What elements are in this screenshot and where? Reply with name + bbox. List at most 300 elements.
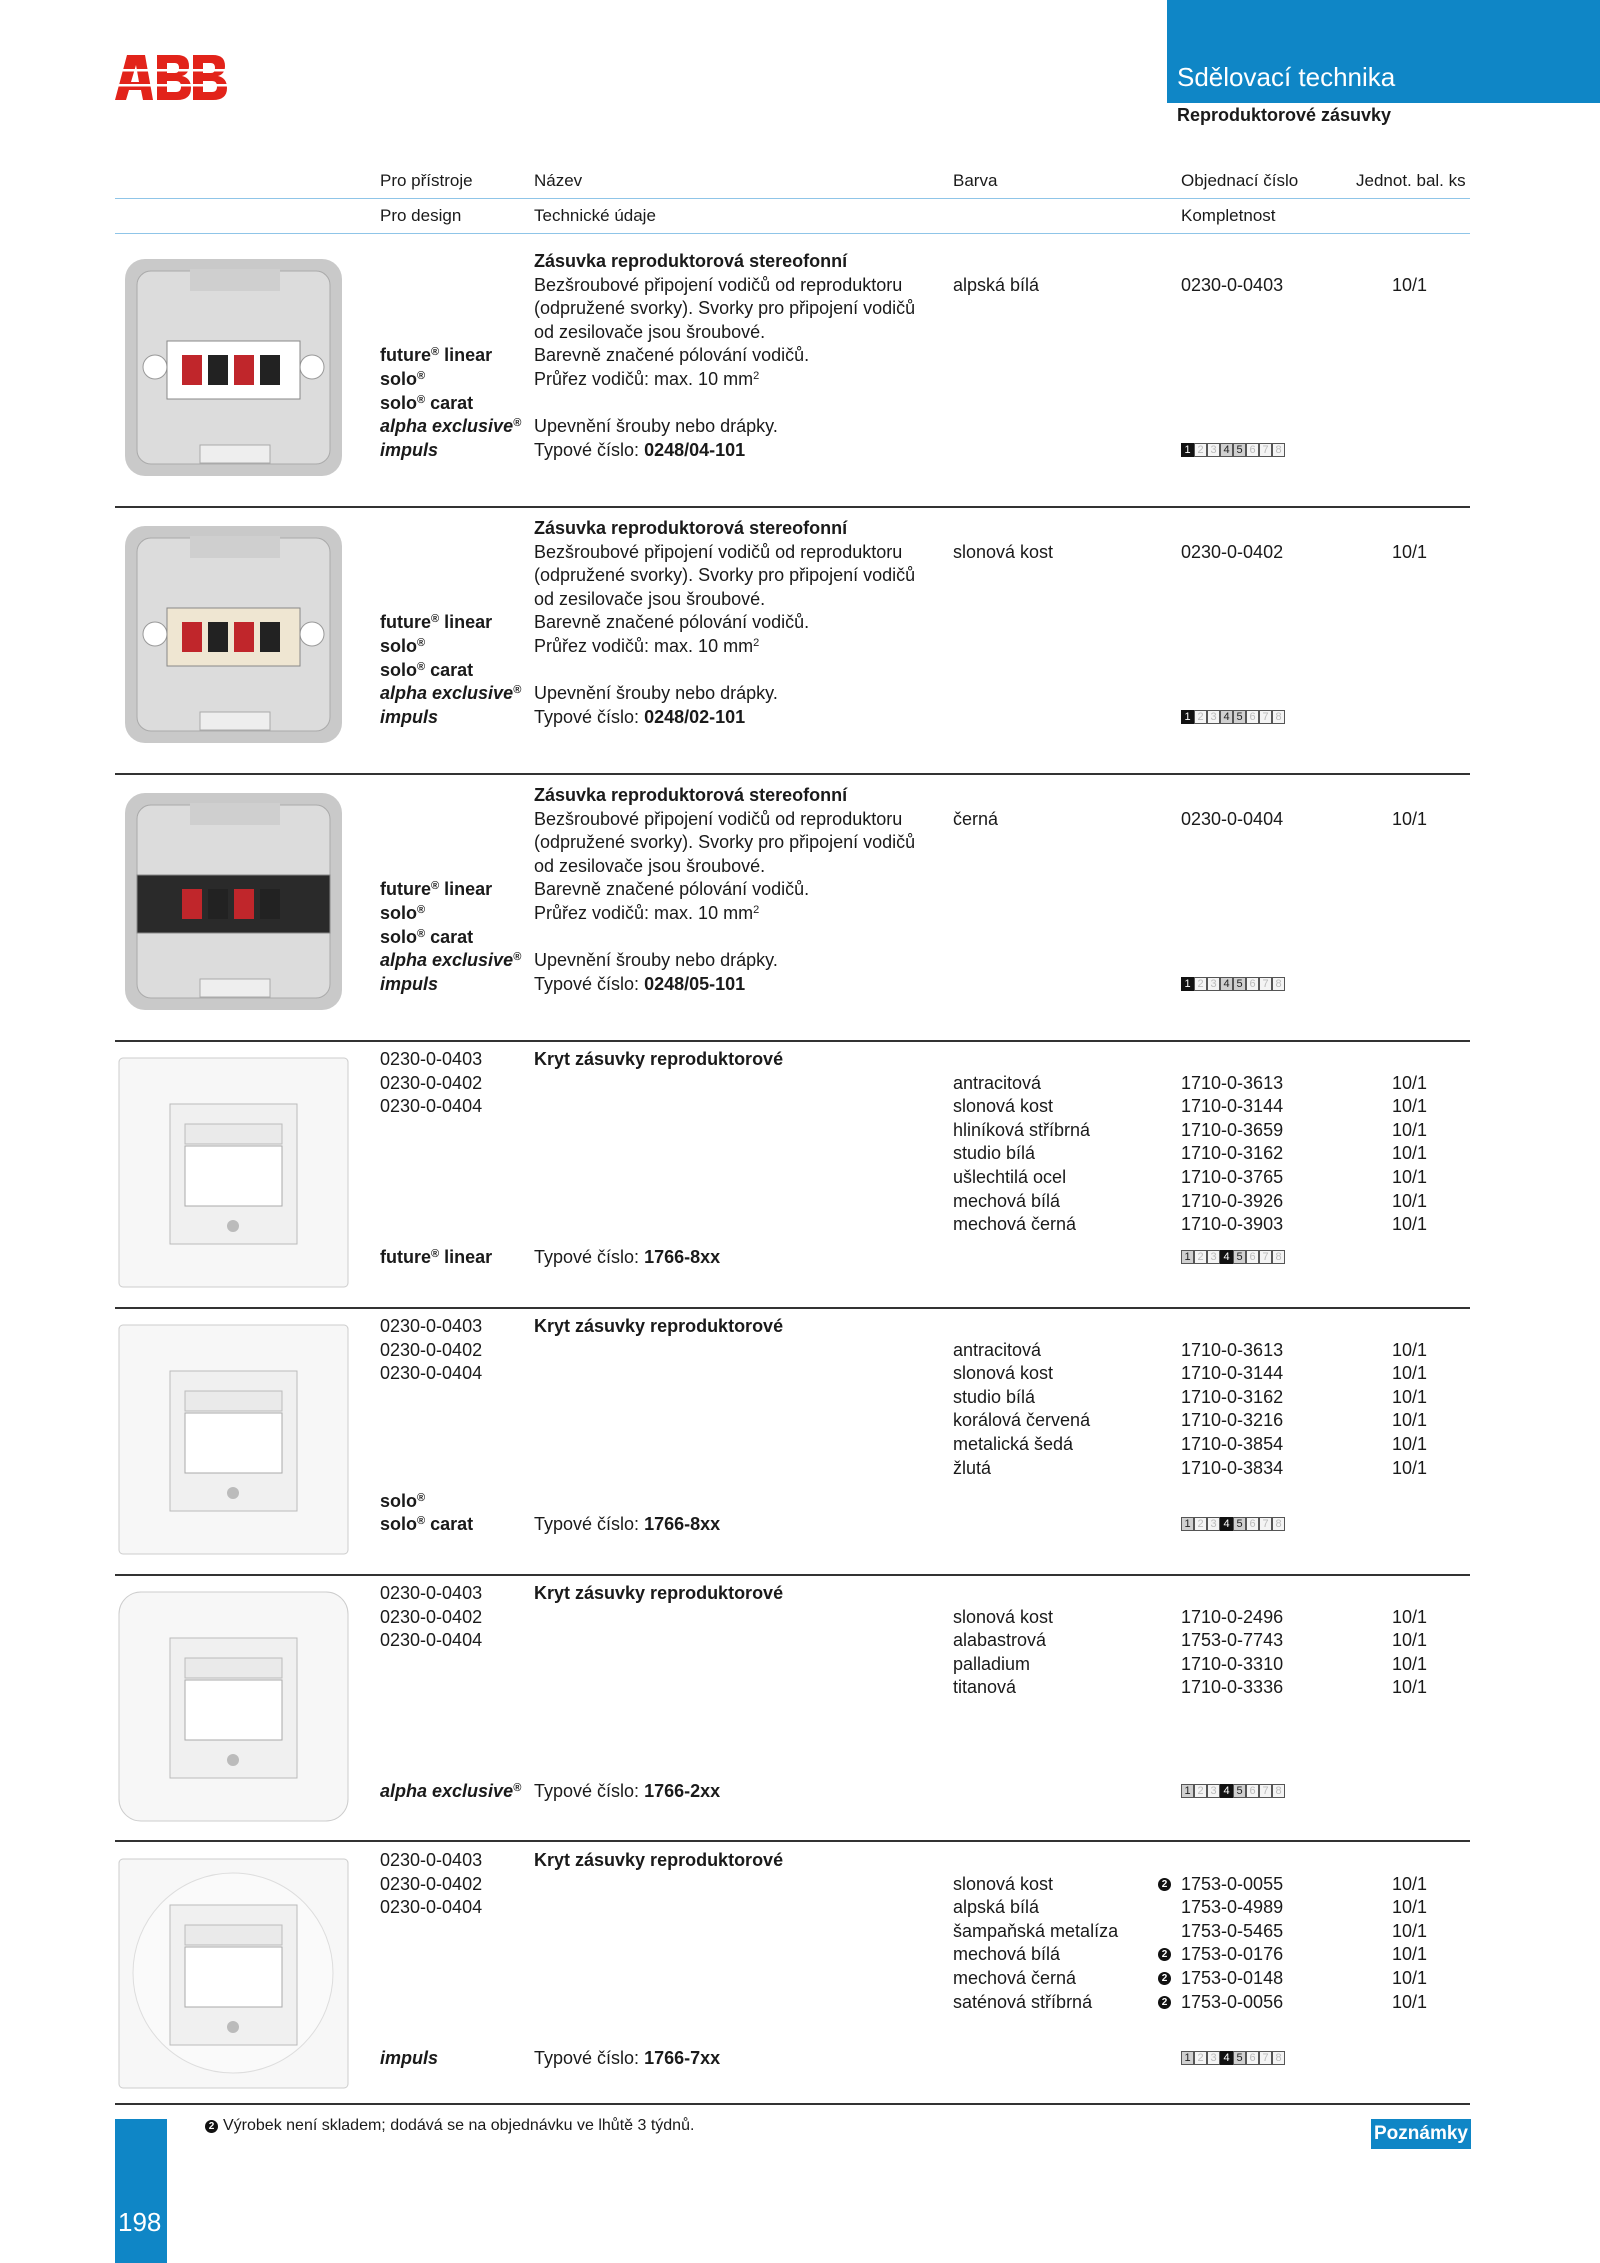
section-divider bbox=[115, 1840, 1470, 1842]
order-number: 0230-0-0404 bbox=[1181, 808, 1284, 829]
cover-color: slonová kost bbox=[953, 1363, 1054, 1384]
scale-step: 1 bbox=[1181, 2051, 1194, 2065]
cover-image bbox=[115, 1588, 352, 1825]
cover-pack-size: 10/1 bbox=[1392, 1630, 1428, 1651]
registered-mark: ® bbox=[417, 637, 426, 649]
scale-step: 7 bbox=[1259, 2051, 1272, 2065]
scale-step: 6 bbox=[1246, 1784, 1259, 1798]
type-number bbox=[534, 439, 745, 463]
col-head-tech: Technické údaje bbox=[534, 206, 656, 225]
design-suffix: carat bbox=[425, 926, 474, 947]
design-line bbox=[380, 949, 521, 973]
cover-color: mechová černá bbox=[953, 1214, 1077, 1235]
design-line bbox=[380, 415, 521, 439]
scale-step: 7 bbox=[1259, 1784, 1272, 1798]
cover-order-number: 1710-0-3162 bbox=[1181, 1143, 1284, 1164]
cover-color: slonová kost bbox=[953, 1096, 1054, 1117]
design-line bbox=[380, 682, 521, 706]
cross-section-text: Průřez vodičů: max. 10 mm bbox=[534, 903, 754, 923]
notes-label: Poznámky bbox=[1371, 2119, 1471, 2149]
cover-color: hliníková stříbrná bbox=[953, 1119, 1091, 1140]
design-line bbox=[380, 878, 492, 902]
pack-size: 10/1 bbox=[1392, 274, 1428, 295]
socket-insert-image bbox=[115, 249, 352, 486]
col-head-design: Pro design bbox=[380, 206, 462, 225]
product-desc-line: Barevně značené pólování vodičů. bbox=[534, 612, 810, 633]
type-number bbox=[534, 706, 745, 730]
completeness-scale bbox=[1181, 443, 1285, 457]
product-desc-line: (odpružené svorky). Svorky pro připojení vodičů bbox=[534, 832, 916, 853]
design-name: future bbox=[380, 1247, 431, 1268]
design-line bbox=[380, 902, 425, 926]
cover-order-number: 1710-0-3765 bbox=[1181, 1167, 1284, 1187]
color: alpská bílá bbox=[953, 274, 1040, 295]
scale-step: 4 bbox=[1220, 977, 1233, 991]
completeness-scale bbox=[1181, 710, 1285, 724]
compatible-order: 0230-0-0403 bbox=[380, 1583, 483, 1603]
cover-pack-size: 10/1 bbox=[1392, 1339, 1428, 1360]
registered-mark: ® bbox=[417, 927, 426, 940]
type-label: Typové číslo: bbox=[534, 2048, 645, 2069]
scale-step: 7 bbox=[1259, 443, 1272, 457]
scale-step: 6 bbox=[1246, 977, 1259, 991]
compatible-order: 0230-0-0402 bbox=[380, 1339, 483, 1360]
cross-section-text: Průřez vodičů: max. 10 mm bbox=[534, 636, 754, 656]
completeness-scale bbox=[1181, 1784, 1285, 1798]
not-stocked-icon: 2 bbox=[1158, 1972, 1171, 1985]
type-value: 1766-8xx bbox=[644, 1247, 721, 1268]
cover-pack-size: 10/1 bbox=[1392, 1143, 1428, 1164]
design-line bbox=[380, 635, 425, 659]
scale-step: 7 bbox=[1259, 1250, 1272, 1264]
type-label: Typové číslo: bbox=[534, 706, 645, 727]
scale-step: 8 bbox=[1272, 443, 1285, 457]
cover-color: palladium bbox=[953, 1653, 1031, 1674]
completeness-scale bbox=[1181, 1250, 1285, 1264]
cover-pack-size: 10/1 bbox=[1392, 1457, 1428, 1478]
cover-pack-size: 10/1 bbox=[1392, 1991, 1428, 2012]
scale-step: 7 bbox=[1259, 710, 1272, 724]
scale-step: 2 bbox=[1194, 710, 1207, 724]
registered-mark: ® bbox=[417, 904, 426, 916]
scale-step: 1 bbox=[1181, 1517, 1194, 1531]
section-divider bbox=[115, 1574, 1470, 1576]
type-label: Typové číslo: bbox=[534, 1781, 645, 1802]
scale-step: 5 bbox=[1233, 443, 1246, 457]
registered-mark: ® bbox=[431, 1248, 440, 1261]
design-line bbox=[380, 1490, 425, 1514]
type-number bbox=[534, 2047, 720, 2071]
scale-step: 7 bbox=[1259, 977, 1272, 991]
design-name: alpha exclusive bbox=[380, 683, 514, 704]
cover-pack-size: 10/1 bbox=[1392, 1920, 1428, 1941]
design-suffix: carat bbox=[425, 1514, 474, 1535]
cover-title: Kryt zásuvky reproduktorové bbox=[534, 1850, 784, 1870]
cover-pack-size: 10/1 bbox=[1392, 1897, 1428, 1918]
col-head-order: Objednací číslo bbox=[1181, 171, 1299, 190]
registered-mark: ® bbox=[417, 1515, 426, 1528]
scale-step: 5 bbox=[1233, 1517, 1246, 1531]
cover-pack-size: 10/1 bbox=[1392, 1873, 1428, 1894]
cover-pack-size: 10/1 bbox=[1392, 1386, 1428, 1407]
compatible-order: 0230-0-0404 bbox=[380, 1096, 483, 1117]
cover-image bbox=[115, 1321, 352, 1558]
scale-step: 4 bbox=[1220, 2051, 1233, 2065]
scale-step: 3 bbox=[1207, 710, 1220, 724]
product-desc-line: Barevně značené pólování vodičů. bbox=[534, 345, 810, 366]
cover-order-number: 1710-0-3903 bbox=[1181, 1214, 1284, 1235]
product-desc-line: od zesilovače jsou šroubové. bbox=[534, 321, 766, 342]
cross-section-text: Průřez vodičů: max. 10 mm bbox=[534, 369, 754, 389]
mounting: Upevnění šrouby nebo drápky. bbox=[534, 950, 778, 971]
scale-step: 5 bbox=[1233, 2051, 1246, 2065]
cover-order-number: 1753-0-5465 bbox=[1181, 1920, 1284, 1941]
scale-step: 2 bbox=[1194, 1784, 1207, 1798]
design-line bbox=[380, 1780, 521, 1804]
type-number bbox=[534, 1780, 720, 1804]
col-head-device: Pro přístroje bbox=[380, 171, 473, 190]
registered-mark: ® bbox=[417, 393, 426, 406]
design-suffix: linear bbox=[439, 1247, 493, 1268]
cover-order-number: 1710-0-2496 bbox=[1181, 1606, 1284, 1627]
col-head-completeness: Kompletnost bbox=[1181, 206, 1276, 225]
cover-image bbox=[115, 1054, 352, 1291]
design-name: solo bbox=[380, 659, 418, 680]
scale-step: 1 bbox=[1181, 710, 1194, 724]
scale-step: 8 bbox=[1272, 1517, 1285, 1531]
design-name: solo bbox=[380, 369, 418, 389]
scale-step: 3 bbox=[1207, 2051, 1220, 2065]
design-line bbox=[380, 926, 473, 950]
scale-step: 1 bbox=[1181, 977, 1194, 991]
section-divider bbox=[115, 773, 1470, 775]
cover-pack-size: 10/1 bbox=[1392, 1190, 1428, 1211]
scale-step: 7 bbox=[1259, 1517, 1272, 1531]
cover-pack-size: 10/1 bbox=[1392, 1410, 1428, 1431]
cover-color: metalická šedá bbox=[953, 1434, 1074, 1454]
cover-color: antracitová bbox=[953, 1339, 1042, 1360]
cover-pack-size: 10/1 bbox=[1392, 1167, 1428, 1187]
cover-order-number: 1753-0-0056 bbox=[1181, 1991, 1284, 2012]
section-divider bbox=[115, 1307, 1470, 1309]
registered-mark: ® bbox=[431, 880, 440, 893]
product-title: Zásuvka reproduktorová stereofonní bbox=[534, 251, 848, 271]
scale-step: 5 bbox=[1233, 1250, 1246, 1264]
design-name: impuls bbox=[380, 706, 439, 727]
design-line bbox=[380, 2047, 438, 2071]
cover-pack-size: 10/1 bbox=[1392, 1944, 1428, 1965]
cover-order-number: 1710-0-3659 bbox=[1181, 1119, 1284, 1140]
type-value: 1766-8xx bbox=[644, 1514, 721, 1535]
scale-step: 4 bbox=[1220, 710, 1233, 724]
cover-order-number: 1710-0-3613 bbox=[1181, 1072, 1284, 1093]
type-label: Typové číslo: bbox=[534, 1514, 645, 1535]
scale-step: 6 bbox=[1246, 2051, 1259, 2065]
compatible-order: 0230-0-0402 bbox=[380, 1072, 483, 1093]
design-name: future bbox=[380, 345, 431, 366]
type-value: 0248/02-101 bbox=[644, 706, 746, 727]
design-name: impuls bbox=[380, 439, 439, 460]
cover-color: antracitová bbox=[953, 1072, 1042, 1093]
design-suffix: linear bbox=[439, 879, 493, 900]
not-stocked-icon: 2 bbox=[205, 2120, 218, 2133]
product-desc-line: (odpružené svorky). Svorky pro připojení vodičů bbox=[534, 565, 916, 586]
order-number: 0230-0-0403 bbox=[1181, 274, 1284, 295]
design-name: impuls bbox=[380, 973, 439, 994]
completeness-scale bbox=[1181, 977, 1285, 991]
completeness-scale bbox=[1181, 1517, 1285, 1531]
section-divider bbox=[115, 2103, 1470, 2105]
scale-step: 6 bbox=[1246, 1517, 1259, 1531]
design-name: solo bbox=[380, 926, 418, 947]
design-name: future bbox=[380, 879, 431, 900]
compatible-order: 0230-0-0404 bbox=[380, 1897, 483, 1918]
cover-pack-size: 10/1 bbox=[1392, 1363, 1428, 1384]
abb-logo bbox=[115, 55, 227, 100]
scale-step: 8 bbox=[1272, 710, 1285, 724]
type-label: Typové číslo: bbox=[534, 973, 645, 994]
cover-order-number: 1753-0-0148 bbox=[1181, 1968, 1284, 1988]
cover-order-number: 1710-0-3834 bbox=[1181, 1457, 1284, 1478]
cover-order-number: 1710-0-3613 bbox=[1181, 1339, 1284, 1360]
cover-pack-size: 10/1 bbox=[1392, 1606, 1428, 1627]
scale-step: 3 bbox=[1207, 1517, 1220, 1531]
scale-step: 6 bbox=[1246, 1250, 1259, 1264]
type-value: 1766-7xx bbox=[644, 2048, 721, 2069]
scale-step: 1 bbox=[1181, 443, 1194, 457]
cover-color: mechová bílá bbox=[953, 1190, 1061, 1211]
not-stocked-icon: 2 bbox=[1158, 1878, 1171, 1891]
cover-order-number: 1710-0-3144 bbox=[1181, 1363, 1284, 1384]
scale-step: 4 bbox=[1220, 443, 1233, 457]
scale-step: 2 bbox=[1194, 2051, 1207, 2065]
registered-mark: ® bbox=[417, 660, 426, 673]
pack-size: 10/1 bbox=[1392, 541, 1428, 562]
product-title: Zásuvka reproduktorová stereofonní bbox=[534, 785, 848, 805]
scale-step: 3 bbox=[1207, 1250, 1220, 1264]
design-name: solo bbox=[380, 392, 418, 413]
socket-insert-image bbox=[115, 783, 352, 1020]
scale-step: 6 bbox=[1246, 710, 1259, 724]
registered-mark: ® bbox=[513, 951, 522, 964]
cover-pack-size: 10/1 bbox=[1392, 1119, 1428, 1140]
header-divider bbox=[115, 198, 1470, 199]
design-line bbox=[380, 344, 492, 368]
completeness-scale bbox=[1181, 2051, 1285, 2065]
design-suffix: carat bbox=[425, 659, 474, 680]
scale-step: 1 bbox=[1181, 1784, 1194, 1798]
scale-step: 3 bbox=[1207, 977, 1220, 991]
cover-color: titanová bbox=[953, 1677, 1017, 1698]
cover-color: studio bílá bbox=[953, 1143, 1036, 1164]
cover-color: alpská bílá bbox=[953, 1897, 1040, 1918]
cover-order-number: 1753-0-0176 bbox=[1181, 1944, 1284, 1965]
cross-section bbox=[534, 368, 759, 392]
design-name: impuls bbox=[380, 2048, 439, 2069]
scale-step: 2 bbox=[1194, 1517, 1207, 1531]
cover-color: šampaňská metalíza bbox=[953, 1920, 1119, 1941]
product-desc-line: (odpružené svorky). Svorky pro připojení vodičů bbox=[534, 298, 916, 319]
design-line bbox=[380, 973, 438, 997]
compatible-order: 0230-0-0402 bbox=[380, 1606, 483, 1627]
scale-step: 2 bbox=[1194, 1250, 1207, 1264]
compatible-order: 0230-0-0403 bbox=[380, 1850, 483, 1870]
scale-step: 8 bbox=[1272, 1250, 1285, 1264]
cross-section bbox=[534, 635, 759, 659]
col-head-pack: Jednot. bal. ks bbox=[1356, 171, 1466, 190]
pack-size: 10/1 bbox=[1392, 808, 1428, 829]
design-suffix: linear bbox=[439, 345, 493, 366]
section-divider bbox=[115, 506, 1470, 508]
scale-step: 8 bbox=[1272, 2051, 1285, 2065]
header-title: Sdělovací technika bbox=[1177, 62, 1396, 92]
design-name: solo bbox=[380, 903, 418, 923]
design-suffix: carat bbox=[425, 392, 474, 413]
cover-title: Kryt zásuvky reproduktorové bbox=[534, 1049, 784, 1069]
cover-pack-size: 10/1 bbox=[1392, 1214, 1428, 1235]
cover-color: mechová černá bbox=[953, 1968, 1077, 1988]
design-name: alpha exclusive bbox=[380, 416, 514, 437]
design-line bbox=[380, 659, 473, 683]
design-name: solo bbox=[380, 1514, 418, 1535]
not-stocked-icon: 2 bbox=[1158, 1996, 1171, 2009]
order-number: 0230-0-0402 bbox=[1181, 541, 1284, 562]
scale-step: 6 bbox=[1246, 443, 1259, 457]
cover-order-number: 1753-0-0055 bbox=[1181, 1873, 1284, 1894]
cover-pack-size: 10/1 bbox=[1392, 1653, 1428, 1674]
cover-order-number: 1753-0-7743 bbox=[1181, 1630, 1284, 1651]
scale-step: 3 bbox=[1207, 443, 1220, 457]
scale-step: 4 bbox=[1220, 1517, 1233, 1531]
registered-mark: ® bbox=[431, 346, 440, 359]
design-name: future bbox=[380, 612, 431, 633]
scale-step: 5 bbox=[1233, 977, 1246, 991]
header-divider-2 bbox=[115, 233, 1470, 234]
cover-color: saténová stříbrná bbox=[953, 1991, 1093, 2012]
type-label: Typové číslo: bbox=[534, 1247, 645, 1268]
compatible-order: 0230-0-0403 bbox=[380, 1316, 483, 1336]
product-desc-line: Barevně značené pólování vodičů. bbox=[534, 879, 810, 900]
cover-color: slonová kost bbox=[953, 1873, 1054, 1894]
not-stocked-icon: 2 bbox=[1158, 1948, 1171, 1961]
design-line bbox=[380, 611, 492, 635]
product-desc-line: Bezšroubové připojení vodičů od reproduktoru bbox=[534, 808, 903, 829]
cover-color: mechová bílá bbox=[953, 1944, 1061, 1965]
registered-mark: ® bbox=[417, 1491, 426, 1504]
registered-mark: ® bbox=[513, 417, 522, 430]
registered-mark: ® bbox=[431, 613, 440, 626]
cover-pack-size: 10/1 bbox=[1392, 1096, 1428, 1117]
cover-order-number: 1710-0-3854 bbox=[1181, 1434, 1284, 1454]
design-line bbox=[380, 439, 438, 463]
type-number bbox=[534, 973, 745, 997]
product-desc-line: Bezšroubové připojení vodičů od reproduktoru bbox=[534, 541, 903, 562]
scale-step: 5 bbox=[1233, 710, 1246, 724]
cover-color: studio bílá bbox=[953, 1386, 1036, 1407]
footnote bbox=[205, 2114, 694, 2138]
type-number bbox=[534, 1513, 720, 1537]
scale-step: 8 bbox=[1272, 977, 1285, 991]
cover-pack-size: 10/1 bbox=[1392, 1968, 1428, 1988]
col-head-color: Barva bbox=[953, 171, 998, 190]
type-value: 1766-2xx bbox=[644, 1781, 721, 1802]
cover-color: slonová kost bbox=[953, 1606, 1054, 1627]
cover-color: žlutá bbox=[953, 1457, 992, 1478]
scale-step: 1 bbox=[1181, 1250, 1194, 1264]
cover-color: alabastrová bbox=[953, 1630, 1047, 1651]
type-value: 0248/05-101 bbox=[644, 973, 746, 994]
cover-pack-size: 10/1 bbox=[1392, 1677, 1428, 1698]
cover-pack-size: 10/1 bbox=[1392, 1434, 1428, 1454]
compatible-order: 0230-0-0404 bbox=[380, 1630, 483, 1651]
scale-step: 2 bbox=[1194, 977, 1207, 991]
header-subtitle: Reproduktorové zásuvky bbox=[1177, 105, 1392, 125]
mounting: Upevnění šrouby nebo drápky. bbox=[534, 416, 778, 437]
cross-section-exp: 2 bbox=[753, 637, 760, 649]
product-desc-line: od zesilovače jsou šroubové. bbox=[534, 588, 766, 609]
design-line bbox=[380, 392, 473, 416]
section-divider bbox=[115, 1040, 1470, 1042]
footer-bar bbox=[115, 2119, 167, 2263]
cross-section-exp: 2 bbox=[753, 904, 760, 916]
registered-mark: ® bbox=[513, 684, 522, 697]
cross-section-exp: 2 bbox=[753, 370, 760, 382]
mounting: Upevnění šrouby nebo drápky. bbox=[534, 683, 778, 704]
scale-step: 5 bbox=[1233, 1784, 1246, 1798]
cover-order-number: 1710-0-3144 bbox=[1181, 1096, 1284, 1117]
cover-order-number: 1753-0-4989 bbox=[1181, 1897, 1284, 1918]
cover-order-number: 1710-0-3926 bbox=[1181, 1190, 1284, 1211]
design-suffix: linear bbox=[439, 612, 493, 633]
col-head-name: Název bbox=[534, 171, 583, 190]
cover-image bbox=[115, 1855, 352, 2092]
design-line bbox=[380, 1246, 492, 1270]
registered-mark: ® bbox=[513, 1782, 522, 1795]
cover-title: Kryt zásuvky reproduktorové bbox=[534, 1583, 784, 1603]
page-number: 198 bbox=[118, 2207, 162, 2237]
design-line bbox=[380, 368, 425, 392]
cover-color: ušlechtilá ocel bbox=[953, 1167, 1067, 1187]
design-name: alpha exclusive bbox=[380, 950, 514, 971]
design-line bbox=[380, 1513, 473, 1537]
footnote-text: Výrobek není skladem; dodává se na objednávku ve lhůtě 3 týdnů. bbox=[223, 2117, 695, 2134]
design-name: alpha exclusive bbox=[380, 1781, 514, 1802]
scale-step: 4 bbox=[1220, 1784, 1233, 1798]
cover-order-number: 1710-0-3336 bbox=[1181, 1677, 1284, 1698]
product-desc-line: Bezšroubové připojení vodičů od reproduktoru bbox=[534, 274, 903, 295]
scale-step: 4 bbox=[1220, 1250, 1233, 1264]
design-name: solo bbox=[380, 636, 418, 656]
socket-insert-image bbox=[115, 516, 352, 753]
product-desc-line: od zesilovače jsou šroubové. bbox=[534, 855, 766, 876]
registered-mark: ® bbox=[417, 370, 426, 382]
cover-order-number: 1710-0-3216 bbox=[1181, 1410, 1284, 1431]
cover-color: korálová červená bbox=[953, 1410, 1091, 1431]
type-label: Typové číslo: bbox=[534, 439, 645, 460]
cover-pack-size: 10/1 bbox=[1392, 1072, 1428, 1093]
scale-step: 8 bbox=[1272, 1784, 1285, 1798]
type-value: 0248/04-101 bbox=[644, 439, 746, 460]
cover-order-number: 1710-0-3310 bbox=[1181, 1653, 1284, 1674]
type-number bbox=[534, 1246, 720, 1270]
cover-order-number: 1710-0-3162 bbox=[1181, 1386, 1284, 1407]
compatible-order: 0230-0-0403 bbox=[380, 1049, 483, 1069]
color: černá bbox=[953, 808, 999, 829]
product-title: Zásuvka reproduktorová stereofonní bbox=[534, 518, 848, 538]
design-name: solo bbox=[380, 1490, 418, 1511]
cover-title: Kryt zásuvky reproduktorové bbox=[534, 1316, 784, 1336]
compatible-order: 0230-0-0402 bbox=[380, 1873, 483, 1894]
